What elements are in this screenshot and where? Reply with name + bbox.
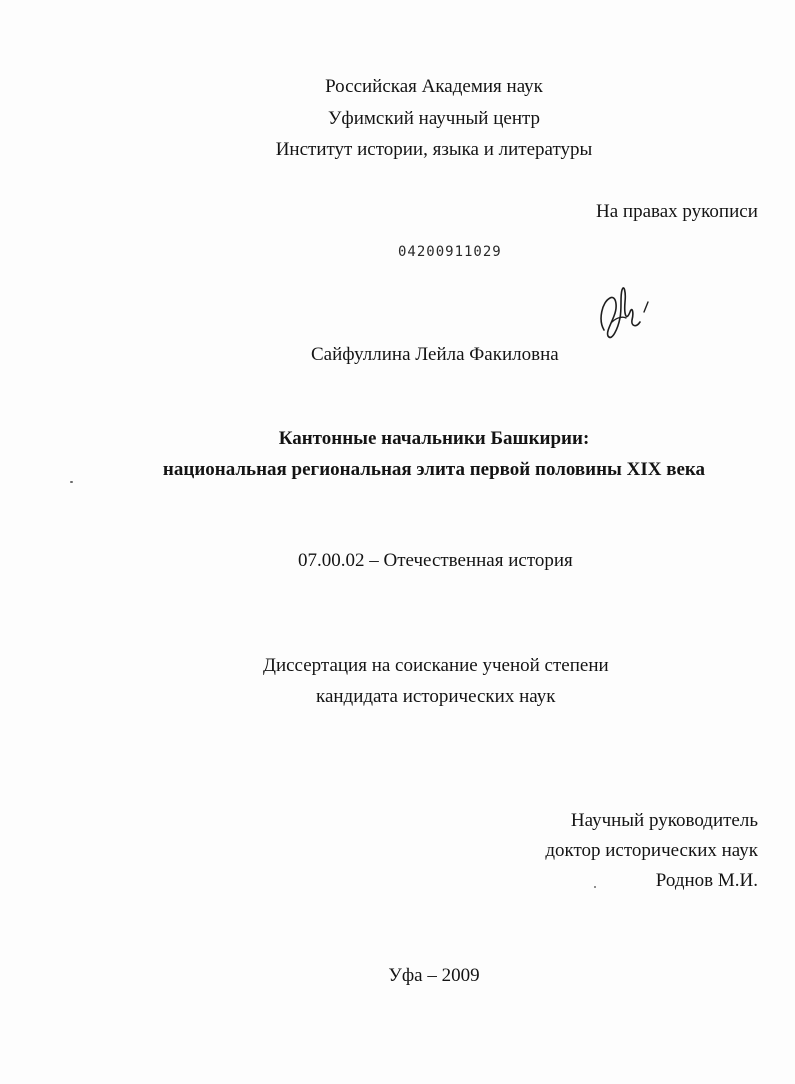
place-and-year: Уфа – 2009 xyxy=(388,965,480,986)
dissertation-title-line-1: Кантонные начальники Башкирии: xyxy=(278,428,590,449)
scan-speck xyxy=(594,886,596,888)
supervisor-degree: доктор исторических наук xyxy=(545,840,758,861)
supervisor-name: Роднов М.И. xyxy=(655,870,758,891)
registration-number: 04200911029 xyxy=(398,244,502,260)
dissertation-title-line-2: национальная региональная элита первой половины XIX века xyxy=(162,459,706,480)
degree-line-2: кандидата исторических наук xyxy=(316,686,556,707)
signature-icon xyxy=(596,282,658,346)
degree-line-1: Диссертация на соискание ученой степени xyxy=(263,655,609,676)
research-center-name: Уфимский научный центр xyxy=(327,108,541,129)
supervisor-role: Научный руководитель xyxy=(570,810,758,831)
scan-speck xyxy=(70,481,73,483)
specialty-code: 07.00.02 – Отечественная история xyxy=(298,550,573,571)
author-name: Сайфуллина Лейла Факиловна xyxy=(311,344,559,365)
academy-name: Российская Академия наук xyxy=(325,76,543,97)
manuscript-note: На правах рукописи xyxy=(596,201,758,222)
institute-name: Институт истории, языка и литературы xyxy=(275,139,593,160)
